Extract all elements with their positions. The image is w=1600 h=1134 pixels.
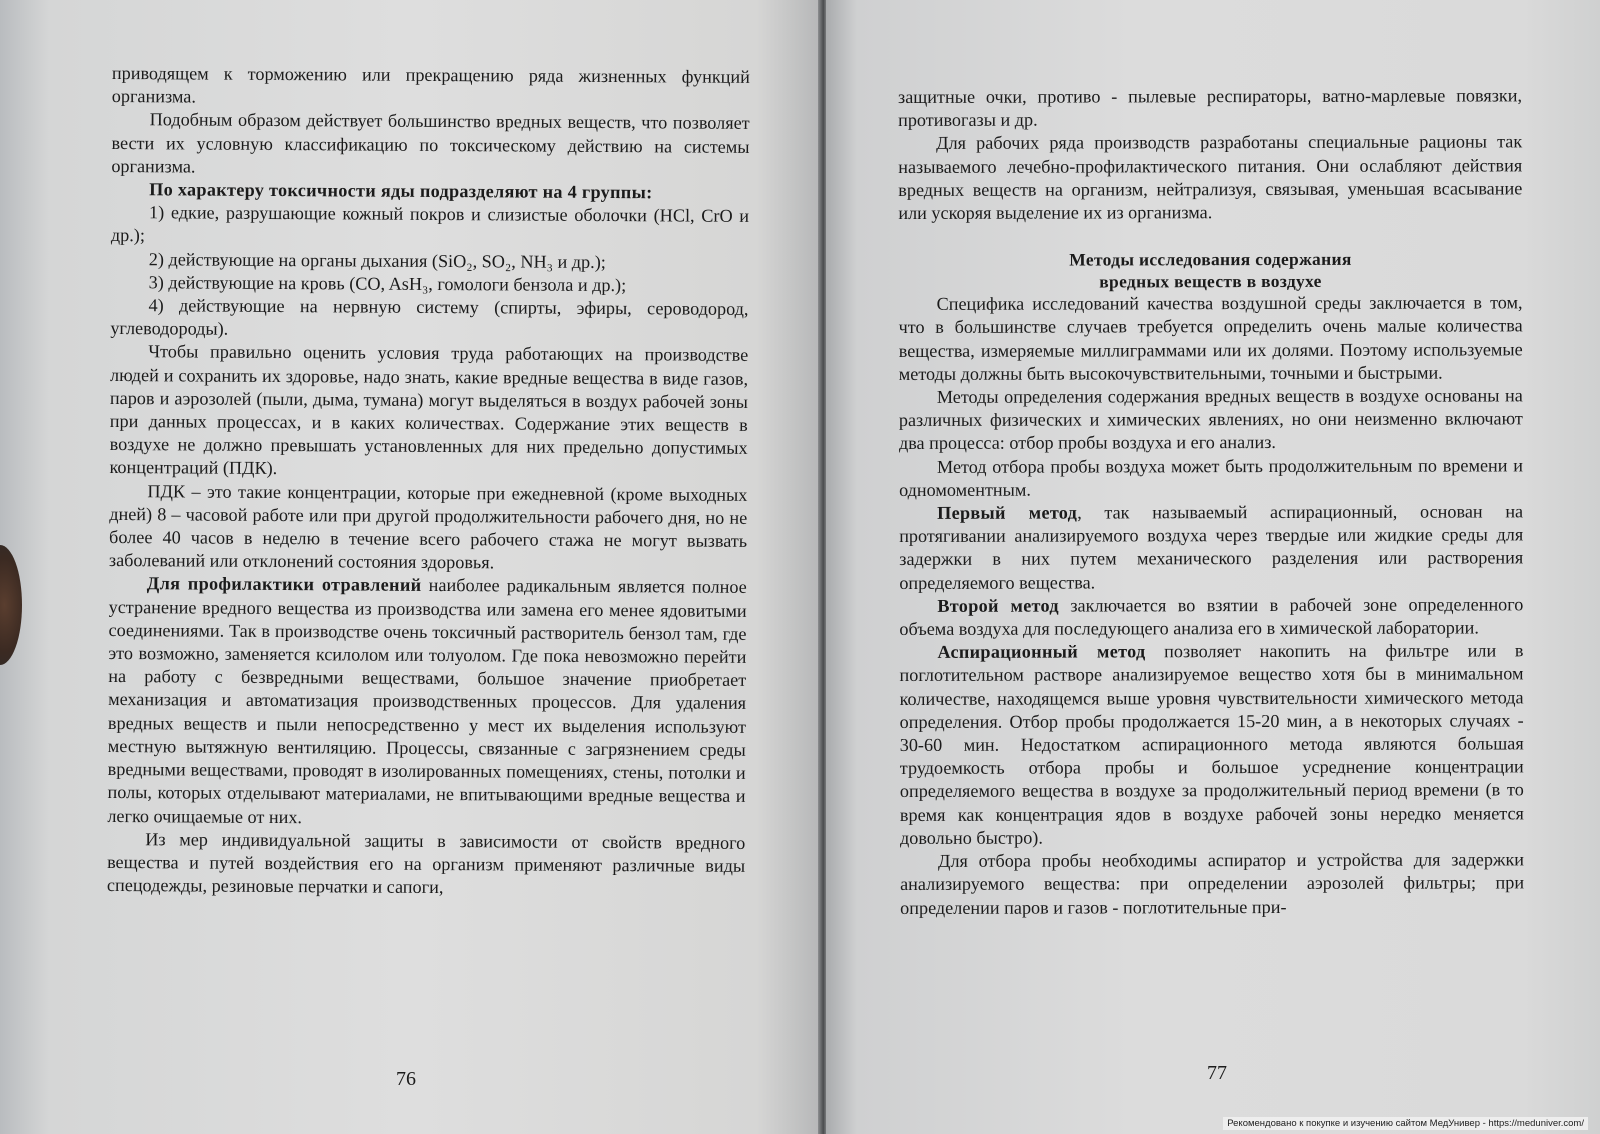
paragraph: Подобным образом действует большинство вредных веществ, что позволяет вести их условную классификацию по токсическому действию на системы организма. [111, 109, 750, 177]
first-method-lead: Первый метод [937, 502, 1078, 523]
toxicity-groups-heading: По характеру токсичности яды подразделяют на 4 группы: [149, 179, 653, 203]
list-item: 2) действующие на органы дыхания (SiO₂, SO₂, NH₃ и др.); [148, 248, 606, 272]
paragraph-first-method [899, 500, 1523, 594]
list-item: 4) действующие на нервную систему (спирты, эфиры, сероводород, углеводороды). [110, 295, 749, 339]
section-heading-line: Методы исследования содержания [1069, 249, 1352, 270]
aspiration-method-text: позволяет накопить на фильтре или в поглотительном растворе анализируемое вещество хотя бы в минимальном количестве, находящемся выше уровня чувствительности химического метода определения. Отбор пробы продолжается 15-20 мин, а в некоторых случаях - 30-60 мин. Недостатком аспирационного метода являются большая трудоемкость отбора пробы и большое усреднение концентрации определяемого вещества в воздухе за продолжительный период времени (в то время как концентрация ядов в воздухе рабочей зоны нередко меняется довольно быстро). [899, 640, 1524, 848]
paragraph-aspiration-method [899, 640, 1524, 850]
list-item: 3) действующие на кровь (CO, AsH₃, гомологи бензола и др.); [148, 272, 627, 295]
paragraph: Специфика исследований качества воздушной среды заключается в том, что в большинстве случаев требуется определить очень малые количества вещества, измеряемые миллиграммами или их долями. Поэтому используемые методы должны быть высокочувствительными, точными и быстрыми. [898, 292, 1523, 384]
paragraph: Чтобы правильно оценить условия труда работающих на производстве людей и сохранить их здоровье, надо знать, какие вредные вещества в виде газов, паров и аэрозолей (пыли, дыма, тумана) могут выделяться в воздух рабочей зоны при данных процессах, и в каких количествах. Содержание этих веществ в воздухе не должно превышать установленных для них предельно допустимых концентраций (ПДК). [109, 341, 749, 479]
second-method-lead: Второй метод [937, 595, 1059, 616]
toxicity-groups-list [110, 201, 749, 344]
list-item: 1) едкие, разрушающие кожный покров и слизистые оболочки (HCl, CrO и др.); [110, 202, 750, 246]
paragraph: Из мер индивидуальной защиты в зависимости от свойств вредного вещества и путей воздействия его на организм применяют различные виды спецодежды, резиновые перчатки и сапоги, [106, 828, 746, 898]
second-method-text: заключается во взятии в рабочей зоне определенного объема воздуха для последующего анализа его в химической лаборатории. [899, 594, 1524, 640]
paragraph-prophylaxis [107, 572, 747, 831]
paragraph-second-method [899, 593, 1523, 641]
page-number: 76 [396, 1068, 416, 1090]
watermark: Рекомендовано к покупке и изучению сайтом МедУнивер - https://meduniver.com/ [1223, 1117, 1588, 1130]
prophylaxis-lead: Для профилактики отравлений [146, 573, 422, 596]
paragraph-continuation: защитные очки, противо - пылевые респираторы, ватно-марлевые повязки, противогазы и др. [898, 85, 1523, 131]
thumb-shadow [0, 545, 22, 665]
paragraph: Для отбора пробы необходимы аспиратор и устройства для задержки анализируемого вещества: при определении аэрозолей фильтры; при определении паров и газов - поглотительные при- [900, 849, 1525, 918]
section-heading-line: вредных веществ в воздухе [1099, 271, 1322, 292]
left-page-text [107, 62, 750, 901]
paragraph-diet: Для рабочих ряда производств разработаны специальные рационы так называемого лечебно-профилактического питания. Они ослабляют действия вредных веществ на организм, нейтрализуя, связывая, уменьшая всасывание или ускоряя выделение их из организма. [898, 131, 1523, 224]
paragraph-pdk: ПДК – это такие концентрации, которые при ежедневной (кроме выходных дней) 8 – часовой работе или при другой продолжительности рабочего дня, но не более 40 часов в неделю в течение всего рабочего стажа не могут вызвать заболеваний или отклонений состояния здоровья. [108, 480, 748, 573]
prophylaxis-text: наиболее радикальным является полное устранение вредного вещества из производства или замена его менее ядовитыми соединениями. Так в производстве очень токсичный растворитель бензол там, где это возможно, заменяется ксилолом или толуолом. Где пока невозможно перейти на работу с безвредными веществами, большое значение приобретает механизация и автоматизация производственных процессов. Для удаления вредных веществ и пыли непосредственно у мест их выделения используют местную вытяжную вентиляцию. Процессы, связанные с загрязнением среды вредными веществами, проводят в изолированных помещениях, стены, потолки и полы, которых отделывают материалами, не впитывающими вредные вещества и легко очищаемые от них. [107, 575, 747, 827]
first-method-text: , так называемый аспирационный, основан на протягивании анализируемого воздуха через твердые или жидкие среды для задержки в них путем механического разделения или растворения определяемого вещества. [899, 501, 1524, 593]
right-page-text [898, 84, 1524, 919]
paragraph-continuation: приводящем к торможению или прекращению ряда жизненных функций организма. [111, 62, 750, 107]
aspiration-method-lead: Аспирационный метод [937, 641, 1146, 663]
paragraph: Методы определения содержания вредных веществ в воздухе основаны на различных физических и химических явлениях, но они неизменно включают два процесса: отбор пробы воздуха и его анализ. [898, 385, 1523, 454]
page-number: 77 [1207, 1062, 1227, 1084]
section-heading [898, 248, 1522, 294]
paragraph: Метод отбора пробы воздуха может быть продолжительным по времени и одномоментным. [899, 455, 1524, 500]
